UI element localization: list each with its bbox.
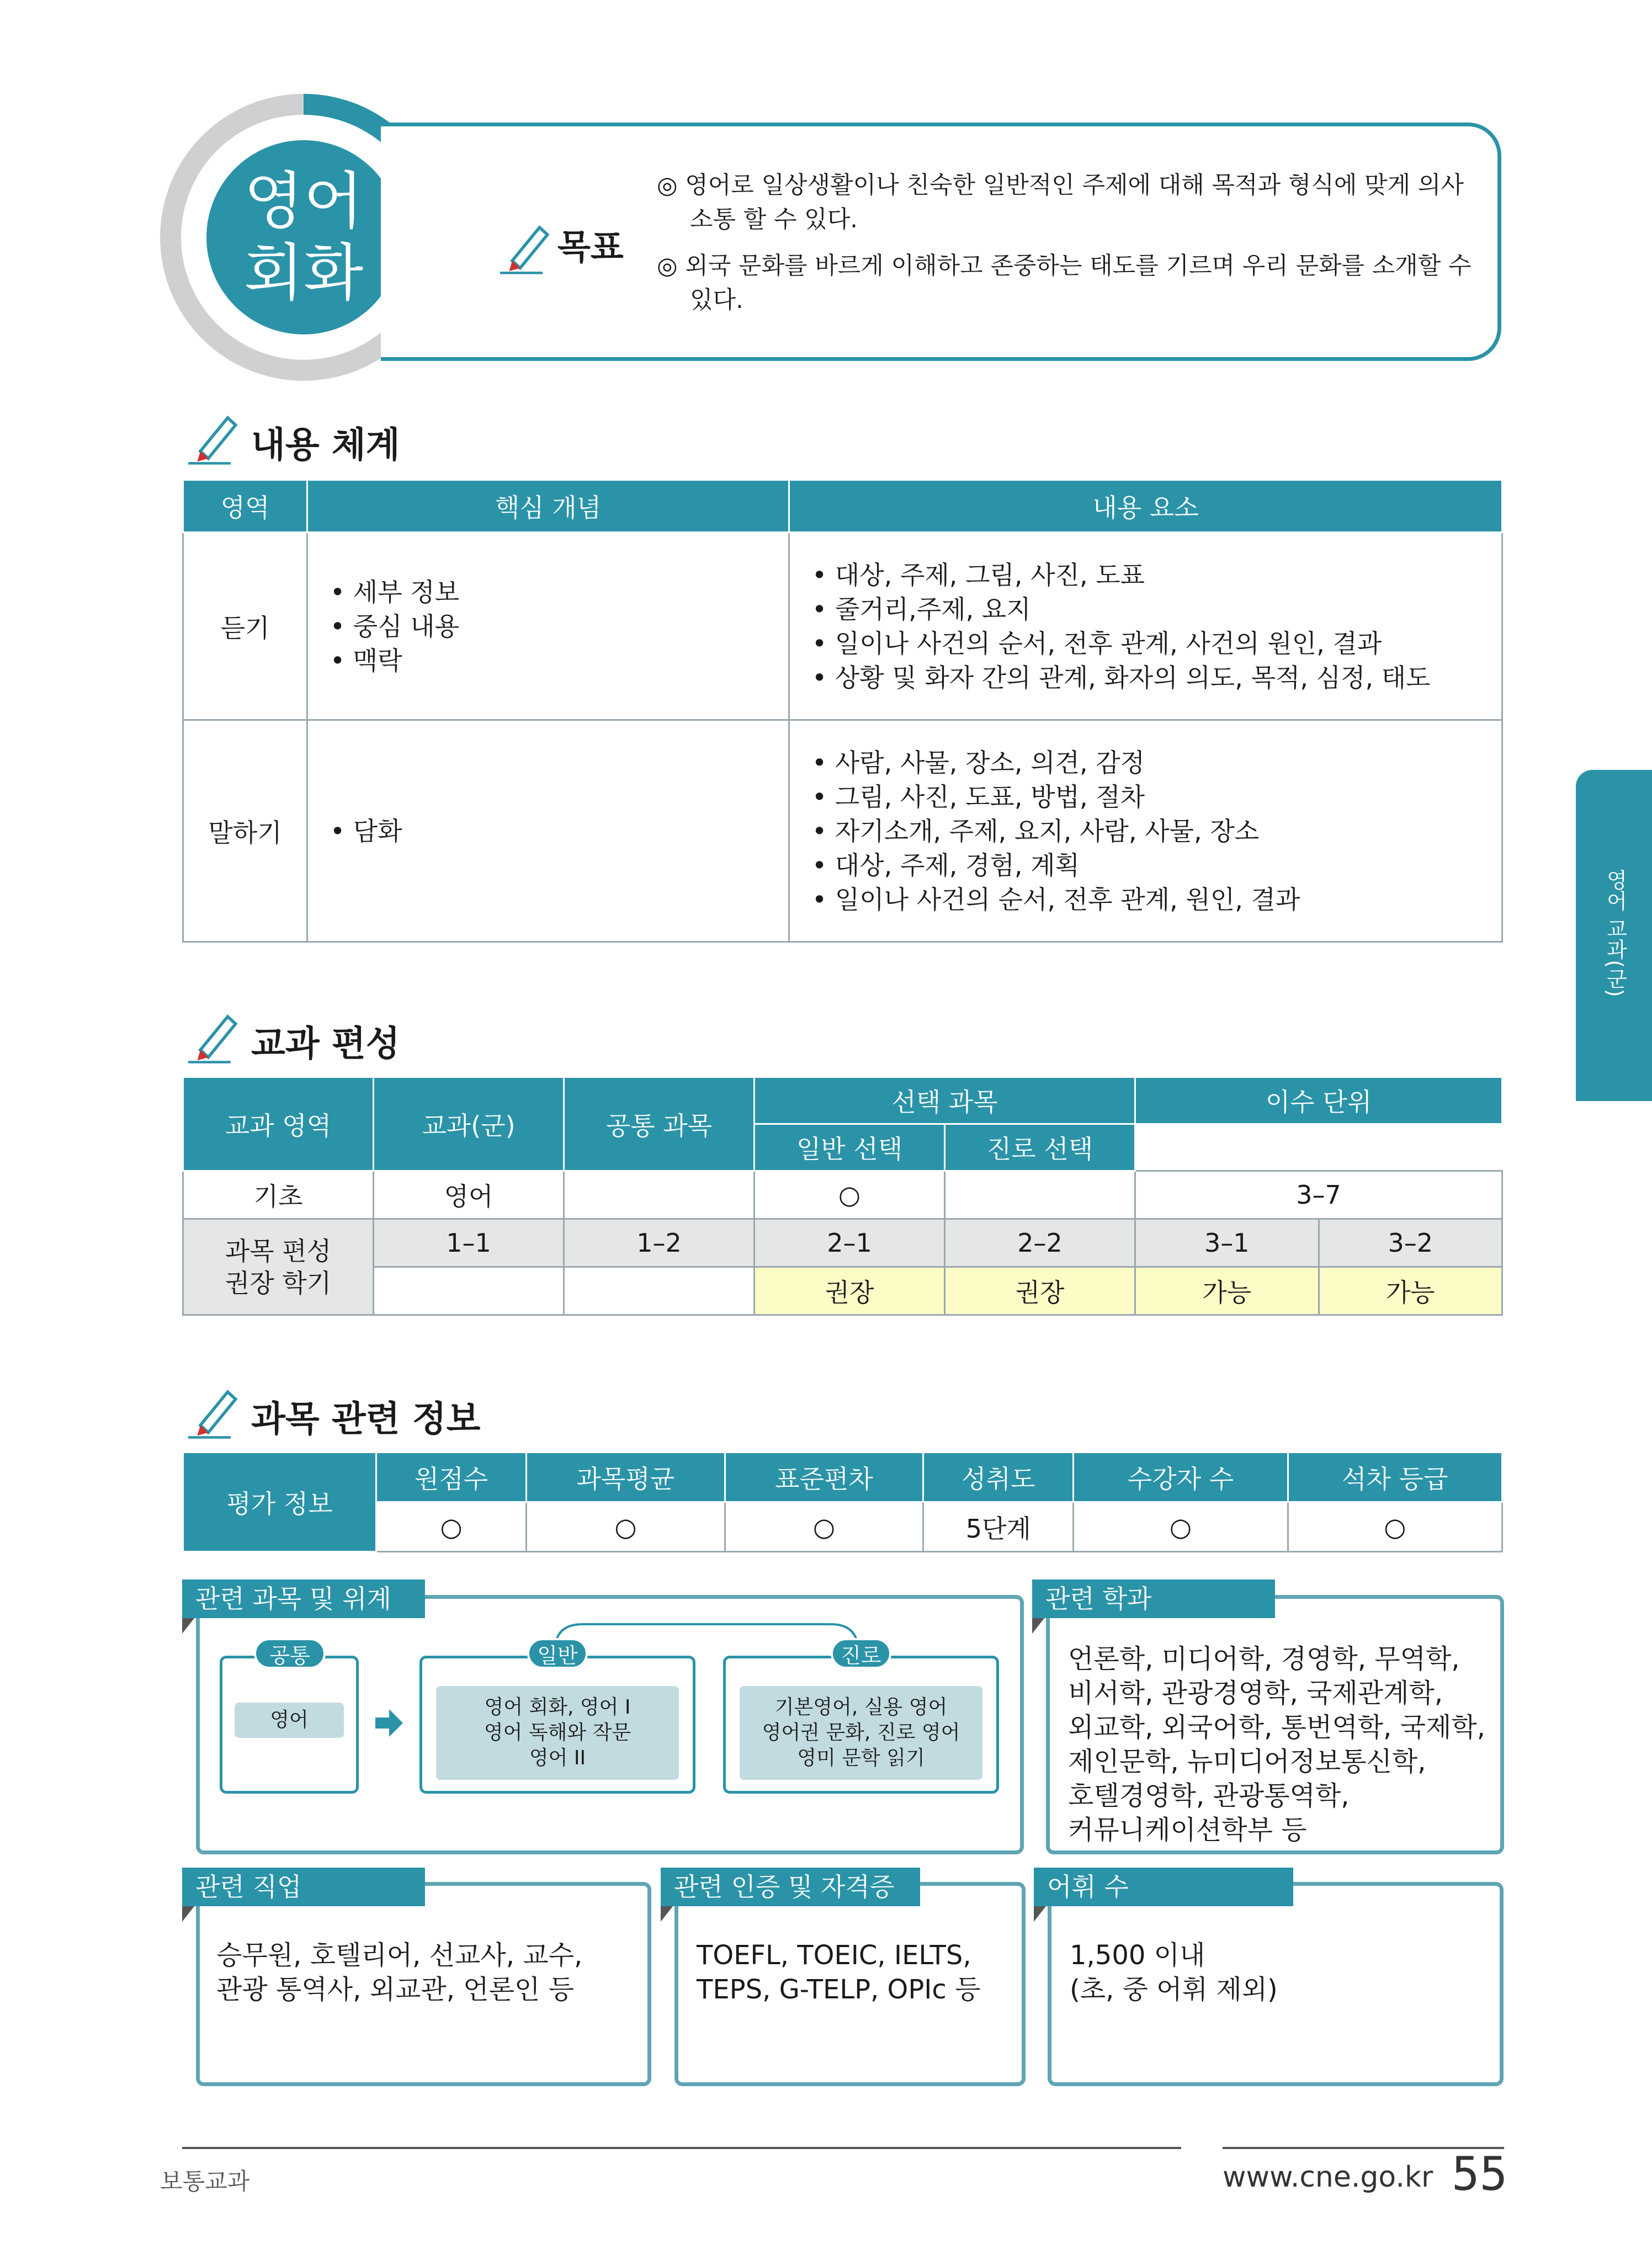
list-item: • 담화: [330, 814, 788, 848]
career-subjects: 기본영어, 실용 영어 영어권 문화, 진로 영어 영미 문학 읽기: [740, 1686, 982, 1780]
area-cell: 말하기: [183, 720, 307, 942]
table-row: 권장 권장 가능 가능: [183, 1267, 1502, 1315]
col-header: 성취도: [923, 1453, 1074, 1502]
area-cell: 듣기: [183, 533, 307, 720]
table-row: 과목 편성 권장 학기 1–1 1–2 2–1 2–2 3–1 3–2: [183, 1219, 1502, 1267]
vocab-text: 1,500 이내 (초, 중 어휘 제외): [1070, 1940, 1278, 2005]
table-row: [183, 533, 1502, 720]
col-header: 교과(군): [374, 1077, 564, 1171]
col-header: 내용 요소: [789, 480, 1502, 533]
element-list: [812, 558, 1501, 695]
career-pill: 진로: [831, 1638, 891, 1669]
footer-rule: [182, 2147, 1181, 2149]
col-header: 이수 단위: [1135, 1077, 1502, 1124]
title-line-1: 영어: [243, 166, 364, 237]
section-title-info: 과목 관련 정보: [251, 1399, 481, 1440]
col-header: 원점수: [376, 1453, 527, 1502]
curriculum-table: [182, 1076, 1503, 1316]
section-title-content: 내용 체계: [251, 425, 400, 466]
col-header: 표준편차: [725, 1453, 923, 1502]
table-row: 기초 영어 ○ 3–7: [183, 1171, 1502, 1219]
row-header: 평가 정보: [183, 1453, 376, 1552]
concept-list: [330, 814, 788, 848]
col-header: 진로 선택: [945, 1124, 1135, 1171]
connector-line: [552, 1620, 861, 1653]
arrow-right-icon: [373, 1706, 406, 1740]
list-item: • 줄거리,주제, 요지: [812, 592, 1501, 626]
col-header: 교과 영역: [183, 1077, 374, 1171]
footer-url[interactable]: www.cne.go.kr: [1223, 2161, 1433, 2194]
col-header: 수강자 수: [1074, 1453, 1288, 1502]
general-pill: 일반: [527, 1638, 588, 1669]
list-item: • 대상, 주제, 그림, 사진, 도표: [812, 558, 1501, 592]
list-item: • 그림, 사진, 도표, 방법, 절차: [812, 780, 1501, 814]
col-header: 공통 과목: [564, 1077, 755, 1171]
col-header: 일반 선택: [755, 1124, 945, 1171]
related-jobs-tab: 관련 직업: [182, 1868, 425, 1906]
list-item: • 중심 내용: [330, 609, 788, 644]
common-subject: 영어: [235, 1703, 344, 1738]
pencil-icon: [182, 406, 243, 466]
concept-list: [330, 575, 788, 678]
table-row: [183, 720, 1502, 942]
list-item: • 자기소개, 주제, 요지, 사람, 사물, 장소: [812, 814, 1501, 848]
page-number: 55: [1452, 2147, 1508, 2201]
list-item: • 세부 정보: [330, 575, 788, 609]
col-header: 핵심 개념: [307, 480, 789, 533]
pencil-icon: [182, 1380, 243, 1440]
col-header: 선택 과목: [755, 1077, 1135, 1124]
jobs-text: 승무원, 호텔리어, 선교사, 교수, 관광 통역사, 외교관, 언론인 등: [216, 1940, 583, 2005]
pencil-icon: [494, 215, 555, 276]
goal-item: ◎ 외국 문화를 바르게 이해하고 존중하는 태도를 기르며 우리 문화를 소개할 수 있다.: [657, 252, 1472, 314]
col-header: 영역: [183, 480, 307, 533]
majors-text: 언론학, 미디어학, 경영학, 무역학, 비서학, 관광경영학, 국제관계학, 외교학, 외국어학, 통번역학, 국제학, 제인문학, 뉴미디어정보통신학, 호텔경영학, 관광통역학, 커뮤니케이션학부 등: [1068, 1644, 1485, 1846]
certifications-tab: 관련 인증 및 자격증: [661, 1868, 920, 1906]
element-list: [812, 746, 1501, 917]
general-subjects: 영어 회화, 영어 I 영어 독해와 작문 영어 II: [436, 1686, 679, 1780]
col-header: 과목평균: [527, 1453, 725, 1502]
side-tab-label: 영어 교과(군): [1603, 869, 1627, 997]
list-item: • 사람, 사물, 장소, 의견, 감정: [812, 746, 1501, 780]
vocab-tab: 어휘 수: [1034, 1868, 1293, 1906]
content-table: [182, 479, 1503, 943]
certifications-text: TOEFL, TOEIC, IELTS, TEPS, G-TELP, OPIc 등: [697, 1940, 981, 2005]
section-title-curriculum: 교과 편성: [251, 1024, 400, 1065]
subject-title-badge: [206, 140, 401, 334]
evaluation-table: [182, 1451, 1503, 1552]
list-item: • 맥락: [330, 644, 788, 678]
list-item: • 일이나 사건의 순서, 전후 관계, 원인, 결과: [812, 882, 1501, 917]
footer-section: 보통교과: [160, 2168, 250, 2195]
pencil-icon: [182, 1004, 243, 1065]
goal-list: [657, 168, 1474, 329]
table-row: ○ ○ ○ 5단계 ○ ○: [183, 1502, 1502, 1552]
list-item: • 상황 및 화자 간의 관계, 화자의 의도, 목적, 심정, 태도: [812, 661, 1501, 695]
list-item: • 일이나 사건의 순서, 전후 관계, 사건의 원인, 결과: [812, 626, 1501, 661]
related-subjects-tab: 관련 과목 및 위계: [182, 1580, 425, 1618]
related-majors-tab: 관련 학과: [1032, 1580, 1275, 1618]
goal-label: 목표: [557, 227, 624, 267]
side-tab: [1576, 770, 1652, 1101]
goal-item: ◎ 영어로 일상생활이나 친숙한 일반적인 주제에 대해 목적과 형식에 맞게 의사소통 할 수 있다.: [657, 172, 1464, 233]
col-header: 석차 등급: [1288, 1453, 1502, 1502]
title-line-2: 회화: [243, 237, 364, 309]
common-pill: 공통: [254, 1638, 326, 1669]
list-item: • 대상, 주제, 경험, 계획: [812, 848, 1501, 882]
